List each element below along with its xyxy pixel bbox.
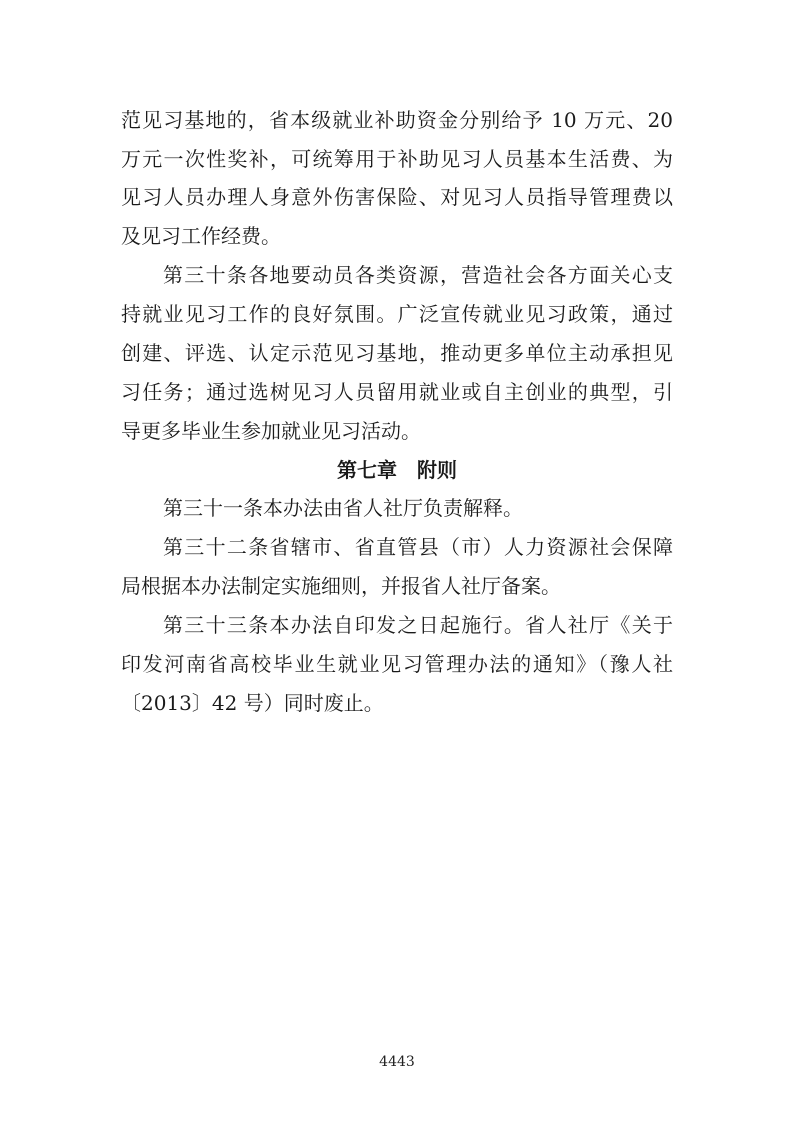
text-line: 见习人员办理人身意外伤害保险、对见习人员指导管理费以	[121, 185, 673, 209]
text-line: 及见习工作经费。	[121, 224, 281, 248]
page-number: 4443	[379, 1054, 415, 1070]
text-line: 第三十一条本办法由省人社厅负责解释。	[163, 496, 523, 520]
text-line: 局根据本办法制定实施细则，并报省人社厅备案。	[121, 574, 561, 598]
text-line: 第三十条各地要动员各类资源，营造社会各方面关心支	[163, 263, 673, 287]
text-line: 导更多毕业生参加就业见习活动。	[121, 419, 421, 443]
text-line: 范见习基地的，省本级就业补助资金分别给予 10 万元、20	[121, 108, 673, 132]
text-line: 持就业见习工作的良好氛围。广泛宣传就业见习政策，通过	[121, 302, 673, 326]
text-line: 创建、评选、认定示范见习基地，推动更多单位主动承担见	[121, 341, 673, 365]
text-line: 万元一次性奖补，可统筹用于补助见习人员基本生活费、为	[121, 147, 673, 171]
text-line: 第三十三条本办法自印发之日起施行。省人社厅《关于	[163, 613, 673, 637]
text-line: 印发河南省高校毕业生就业见习管理办法的通知》（豫人社	[121, 652, 673, 676]
chapter-heading: 第七章 附则	[337, 458, 457, 482]
text-line: 〔2013〕42 号）同时废止。	[121, 691, 384, 715]
text-line: 习任务；通过选树见习人员留用就业或自主创业的典型，引	[121, 380, 673, 404]
text-line: 第三十二条省辖市、省直管县（市）人力资源社会保障	[163, 535, 673, 559]
